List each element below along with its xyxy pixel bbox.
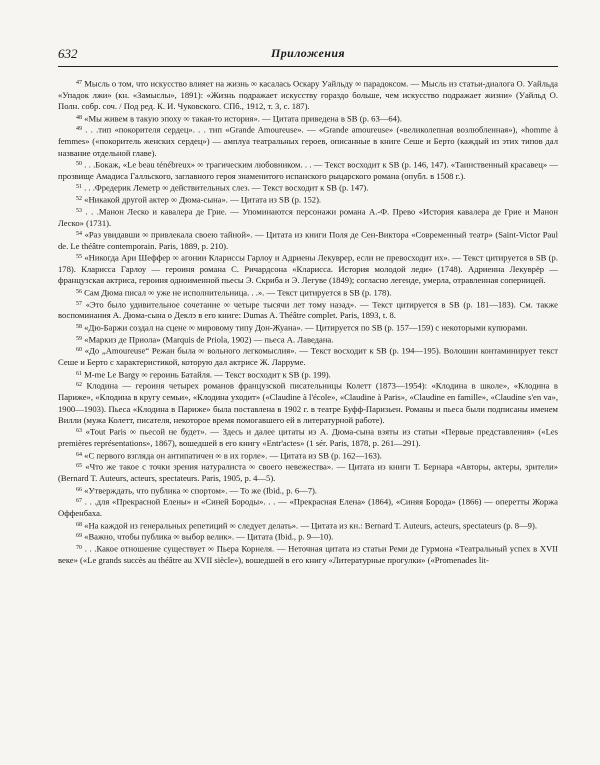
- running-title: Приложения: [271, 46, 345, 60]
- endnote-number: 55: [76, 254, 82, 261]
- endnote: [58, 206, 558, 229]
- endnote-text: «Tout Paris ∞ пьесой не будет». — Здесь и далее цитаты из А. Дюма-сына взяты из статьи «Первые представления» («Les premières représentations», 1867), вошедшей в его книгу «Entr'actes» (1 sér. Paris, 1878, р. 261—291).: [58, 426, 558, 449]
- endnote-text: «Раз увидавши ∞ привлекала своею тайной». — Цитата из книги Поля де Сен-Виктора «Современный театр» (Saint-Victor Paul de. Le théâtre contemporain. Paris, 1889, р. 210).: [58, 229, 558, 251]
- endnote-number: 68: [76, 521, 82, 528]
- endnote-number: 70: [76, 545, 82, 552]
- endnote: [58, 322, 558, 334]
- endnote-number: 48: [76, 114, 82, 121]
- endnote-text: «Дю-Баржи создал на сцене ∞ мировому типу Дон-Жуана». — Цитируется по SB (р. 157—159) с некоторыми купюрами.: [84, 322, 528, 333]
- endnote: [58, 287, 558, 299]
- endnote-text: «Что же такое с точки зрения натуралиста ∞ своего невежества». — Цитата из книги Т. Бернара «Авторы, актеры, зрители» (Bernard T. Auteurs, acteurs, spectateurs. Paris, 1905, р. 4—5).: [58, 461, 558, 484]
- endnote-text: . . .тип «покорителя сердец». . . тип «Grande Amoureuse». — «Grande amoureuse» («великолепная возлюбленная»), «homme à femmes» («покоритель женских сердец») — амплуа театральных героев, описанные в книге Сеше и Берто (каждый из этих типов дал название отдельной главе).: [58, 124, 558, 158]
- endnote: [58, 485, 558, 497]
- endnote-number: 66: [76, 486, 82, 493]
- endnote: [58, 426, 558, 449]
- endnote-number: 54: [76, 230, 82, 237]
- endnote-text: «На каждой из генеральных репетиций ∞ следует делать». — Цитата из кн.: Bernard T. Auteurs, acteurs, spectateurs (р. 8—9).: [84, 520, 537, 531]
- endnote: [58, 380, 558, 426]
- endnote-number: 50: [76, 160, 82, 167]
- endnote-number: 53: [76, 207, 82, 214]
- endnote-number: 62: [76, 382, 82, 389]
- endnote-number: 67: [76, 498, 82, 505]
- endnote-text: Клодина — героиня четырех романов французской писательницы Колетт (1873—1954): «Клодина в школе», «Клодина в Париже», «Клодина в кругу семьи», «Клодина уходит» («Claudine à l'école», «Claudine à Paris», «Claudine en famille», «Claudine s'en va», 1900—1903). Пьеса «Клодина в Париже» была поставлена в 1902 г. в театре Буфф-Паризьен. Романы и пьеса были подписаны именем Вилли (мужа Колетт, писателя, некоторое время помогавшего ей в литературной работе).: [58, 380, 558, 425]
- endnote: [58, 520, 558, 532]
- endnote-text: «До „Amoureuse“ Режан была ∞ вольного легкомыслия». — Текст восходит к SB (р. 194—195). Волошин контаминирует текст Сеше и Берто с характеристикой, которую дал актрисе Ж. Ларруме.: [58, 345, 558, 368]
- endnote: [58, 124, 558, 159]
- endnote-number: 64: [76, 451, 82, 458]
- endnote-text: Мысль о том, что искусство влияет на жизнь ∞ касалась Оскару Уайльду ∞ парадоксом. — Мысль из статьи-диалога О. Уайльда «Упадок лжи» (кн. «Замыслы», 1891): «Жизнь подражает искусству гораздо больше, чем искусство подражает жизни» (Уайльд О. Полн. собр. соч. / Под ред. К. И. Чуковского. СПб., 1912, т. 3, с. 187).: [58, 78, 558, 112]
- endnote-number: 57: [76, 300, 82, 307]
- endnote: [58, 531, 558, 543]
- endnote-text: «Важно, чтобы публика ∞ выбор велик». — Цитата (Ibid., р. 9—10).: [84, 531, 334, 542]
- endnote-text: «Утверждать, что публика ∞ спортом». — То же (Ibid., р. 6—7).: [84, 485, 318, 496]
- endnote-text: . . .для «Прекрасной Елены» и «Синей Бороды». . . — «Прекрасная Елена» (1864), «Синяя Борода» (1866) — оперетты Жоржа Оффенбаха.: [58, 496, 558, 519]
- endnote-text: «С первого взгляда он антипатичен ∞ в их горле». — Цитата из SB (р. 162—163).: [84, 450, 382, 460]
- endnote-number: 56: [76, 288, 82, 295]
- endnote: [58, 369, 558, 381]
- endnote-text: «Никогда Ари Шеффер ∞ агонии Клариссы Гарлоу и Адриены Лекуврер, если не превосходит их». — Текст цитируется в SB (р. 178). Кларисса Гарлоу — героиня романа С. Ричардсона «Кларисса. История молодой леди» (1748). Адриенна Лекуврёр — французская актриса, героиня одноименной пьесы Э. Скриба и Э. Легуве (1849); согласно легенде, умерла, отравленная соперницей.: [58, 252, 558, 286]
- endnote: [58, 113, 558, 125]
- endnote: [58, 345, 558, 368]
- endnote-text: . . .Манон Леско и кавалера де Грие. — Упоминаются персонажи романа А.-Ф. Прево «История кавалера де Грие и Манон Леско» (1731).: [58, 206, 559, 228]
- endnote-number: 63: [76, 428, 82, 435]
- endnote-text: . . .Какое отношение существует ∞ Пьера Корнеля. — Неточная цитата из статьи Реми де Гурмона «Театральный успех в XVII веке» («Le grands succès au théâtre au XVII siècle»), вошедшей в его книгу «Литературные прогулки» («Promenades lit-: [58, 543, 559, 566]
- endnote: [58, 543, 558, 566]
- endnote-number: 61: [76, 370, 82, 377]
- endnote-text: «Мы живем в такую эпоху ∞ такая-то история». — Цитата приведена в SB (р. 63—64).: [84, 113, 402, 124]
- endnote: [58, 194, 558, 206]
- endnote-number: 49: [76, 126, 82, 133]
- endnote-text: . . .Бокаж, «Le beau ténébreux» ∞ трагическим любовником. . . — Текст восходит к SB (р. 146, 147). «Таинственный красавец» — прозвище Амадиса Галльского, заглавного героя знаменитого испанского рыцарского романа (опубл. в 1508 г.).: [58, 159, 558, 181]
- endnote: [58, 299, 558, 322]
- endnotes: [58, 78, 558, 566]
- endnote: [58, 496, 558, 519]
- endnote: [58, 182, 558, 194]
- endnote-text: «Это было удивительное сочетание ∞ четыре тысячи лет тому назад». — Текст цитируется в SB (р. 181—183). См. также воспоминания А. Дюма-сына о Деклэ в его книге: Dumas A. Théâtre complet. Paris, 1893, t. 8.: [58, 299, 558, 321]
- endnote: [58, 334, 558, 346]
- endnote-text: M-me Le Bargy ∞ героинь Батайля. — Текст восходит к SB (р. 199).: [84, 369, 331, 380]
- endnote-text: «Маркиз де Приола» (Marquis de Priola, 1902) — пьеса А. Лаведана.: [84, 334, 334, 345]
- endnote-number: 58: [76, 323, 82, 330]
- endnote-text: . . .Фредерик Леметр ∞ действительных слез. — Текст восходит к SB (р. 147).: [84, 182, 369, 193]
- endnote: [58, 159, 558, 182]
- endnote: [58, 450, 558, 462]
- header-rule: [58, 66, 558, 67]
- endnote-number: 60: [76, 347, 82, 354]
- endnote-number: 51: [76, 184, 82, 191]
- endnote: [58, 461, 558, 484]
- endnote-number: 59: [76, 335, 82, 342]
- endnote-text: «Никакой другой актер ∞ Дюма-сына». — Цитата из SB (р. 152).: [84, 194, 322, 205]
- endnote-number: 52: [76, 195, 82, 202]
- page-header: [58, 46, 558, 66]
- endnote: [58, 252, 558, 287]
- endnote: [58, 229, 558, 252]
- page-number: 632: [58, 46, 78, 61]
- endnote-number: 47: [76, 80, 82, 86]
- endnote-number: 69: [76, 533, 82, 540]
- endnote-number: 65: [76, 463, 82, 470]
- endnote: [58, 78, 558, 113]
- endnote-text: Сам Дюма писал ∞ уже не исполнительница. . .». — Текст цитируется в SB (р. 178).: [84, 287, 392, 298]
